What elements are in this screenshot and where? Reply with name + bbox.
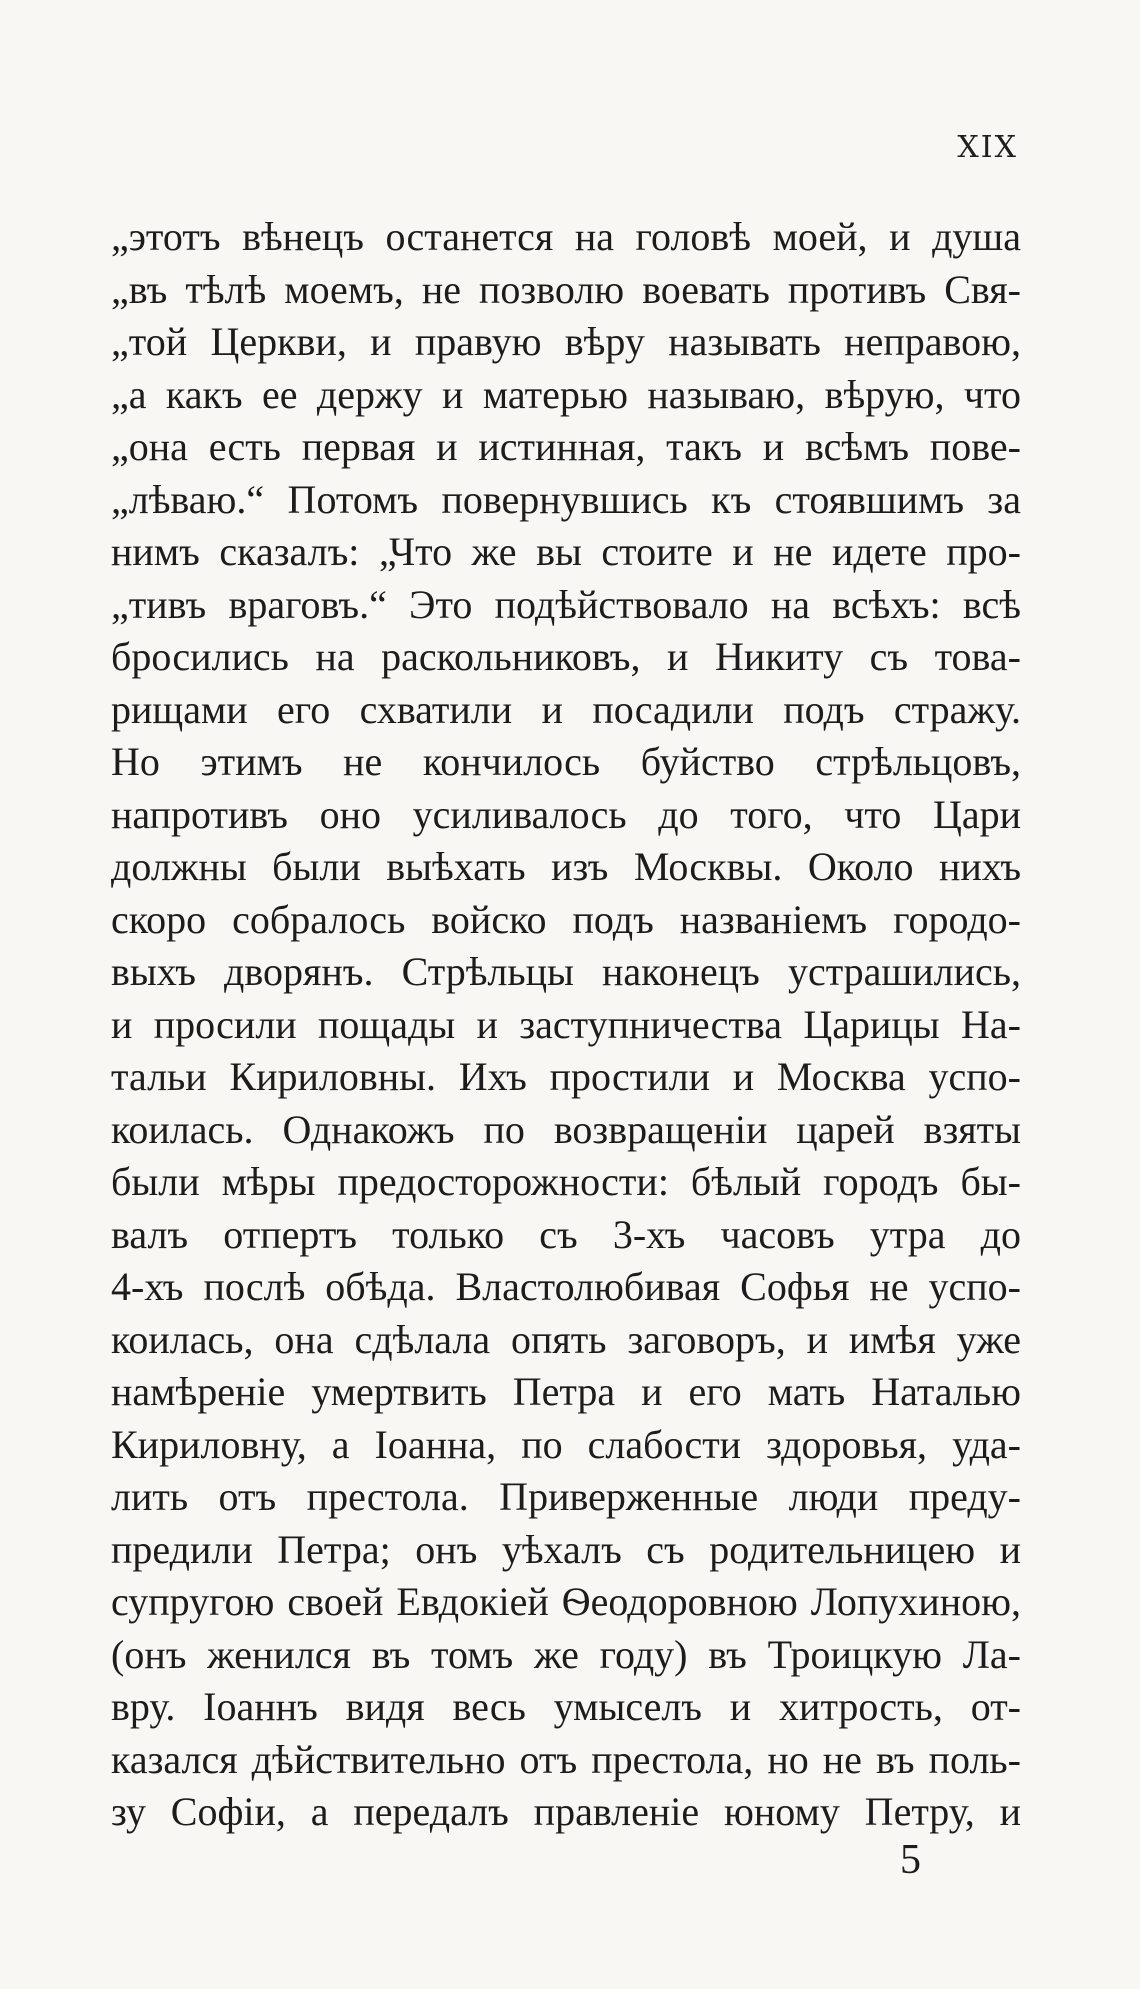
text-line: 4-хъ послѣ обѣда. Властолюбивая Софья не успо- (111, 1264, 1021, 1309)
text-line: и просили пощады и заступничества Царицы На- (111, 1001, 1021, 1047)
text-line: должны были выѣхать изъ Москвы. Около нихъ (111, 844, 1021, 889)
text-line: супругою своей Евдокіей Ѳеодоровною Лопухиною, (111, 1579, 1021, 1624)
page-folio-number: XIX (957, 130, 1018, 165)
text-line: „въ тѣлѣ моемъ, не позволю воевать противъ Свя- (111, 266, 1021, 312)
text-line: скоро собралось войско подъ названіемъ городо- (111, 896, 1021, 942)
text-line: „она есть первая и истинная, такъ и всѣмъ пове- (111, 424, 1021, 469)
text-line: валъ отпертъ только съ 3-хъ часовъ утра до (111, 1211, 1021, 1257)
text-line: (онъ женился въ томъ же году) въ Троицкую Ла- (111, 1631, 1021, 1677)
text-line: Кириловну, а Іоанна, по слабости здоровья, уда- (111, 1421, 1021, 1467)
text-line: коилась. Однакожъ по возвращеніи царей взяты (111, 1106, 1021, 1152)
text-line: намѣреніе умертвить Петра и его мать Наталью (111, 1369, 1021, 1414)
text-line: предили Петра; онъ уѣхалъ съ родительницею и (111, 1526, 1021, 1572)
text-line: выхъ дворянъ. Стрѣльцы наконецъ устрашились, (111, 949, 1021, 994)
body-text (111, 211, 1021, 1839)
text-line: „этотъ вѣнецъ останется на головѣ моей, и душа (111, 214, 1021, 259)
text-line: тальи Кириловны. Ихъ простили и Москва успо- (111, 1054, 1021, 1099)
text-line: „лѣваю.“ Потомъ повернувшись къ стоявшимъ за (111, 476, 1021, 522)
text-line: Но этимъ не кончилось буйство стрѣльцовъ, (111, 739, 1021, 784)
text-line: бросились на раскольниковъ, и Никиту съ това- (111, 634, 1021, 679)
text-line: казался дѣйствительно отъ престола, но не въ поль- (111, 1736, 1021, 1782)
signature-mark: 5 (900, 1837, 921, 1883)
text-line: вру. Іоаннъ видя весь умыселъ и хитрость, от- (111, 1684, 1021, 1729)
text-line: нимъ сказалъ: „Что же вы стоите и не идете про- (111, 529, 1021, 574)
text-line: были мѣры предосторожности: бѣлый городъ бы- (111, 1159, 1021, 1204)
text-line: коилась, она сдѣлала опять заговоръ, и имѣя уже (111, 1316, 1021, 1362)
text-line: напротивъ оно усиливалось до того, что Цари (111, 791, 1021, 837)
text-line: „а какъ ее держу и матерью называю, вѣрую, что (111, 371, 1021, 417)
text-line: лить отъ престола. Приверженные люди преду- (111, 1474, 1021, 1519)
text-line: „той Церкви, и правую вѣру называть неправою, (111, 319, 1021, 364)
text-line: „тивъ враговъ.“ Это подѣйствовало на всѣхъ: всѣ (111, 581, 1021, 627)
text-line: зу Софіи, а передалъ правленіе юному Петру, и (111, 1789, 1021, 1834)
text-line: рищами его схватили и посадили подъ стражу. (111, 686, 1021, 732)
